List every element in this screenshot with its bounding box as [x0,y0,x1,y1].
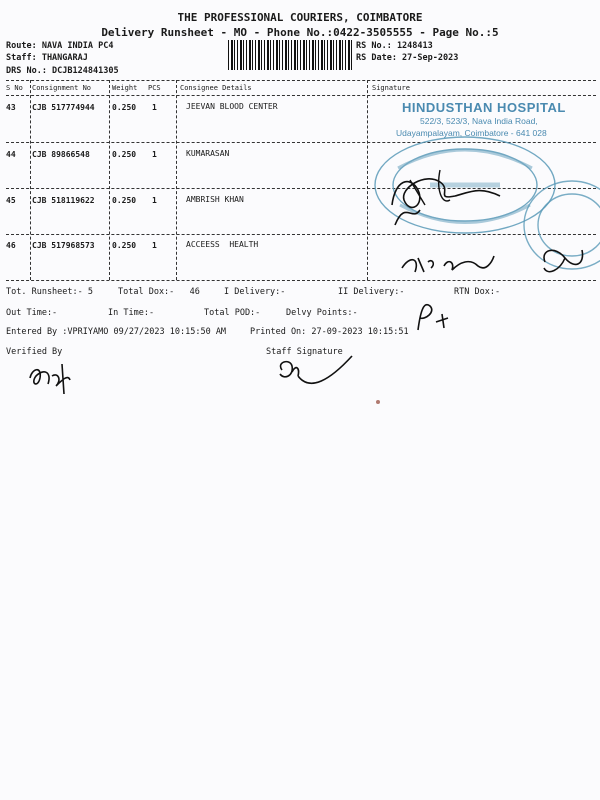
col-consignee: Consignee Details [180,84,252,92]
ii-delivery: II Delivery:- [338,287,405,297]
row-pcs: 1 [152,241,157,250]
drs-label: DRS No.: DCJB124841305 [6,66,119,76]
row-consignment: CJB 517968573 [32,241,95,250]
verified-by-label: Verified By [6,347,63,357]
rs-number: RS No.: 1248413 [356,41,433,51]
out-time: Out Time:- [6,308,58,318]
row-sno: 43 [6,103,16,112]
row-pcs: 1 [152,150,157,159]
staff-signature-label: Staff Signature [266,347,343,357]
stamp-hospital-name: HINDUSTHAN HOSPITAL [402,100,566,115]
rs-date: RS Date: 27-Sep-2023 [356,53,459,63]
row-consignee: AMBRISH KHAN [186,195,244,204]
row-pcs: 1 [152,103,157,112]
row-consignment: CJB 517774944 [32,103,95,112]
printed-on: Printed On: 27-09-2023 10:15:51 [250,327,409,337]
row-weight: 0.250 [112,196,137,205]
col-weight: Weight [112,84,138,92]
row-sno: 46 [6,241,16,250]
i-delivery: I Delivery:- [224,287,286,297]
total-dox: Total Dox:- 46 [118,287,200,297]
in-time: In Time:- [108,308,155,318]
stamp-address-line2: Udayampalayam, Coimbatore - 641 028 [396,128,547,138]
company-title: THE PROFESSIONAL COURIERS, COIMBATORE [177,11,423,24]
verified-by-signature [30,364,70,394]
row-pcs: 1 [152,196,157,205]
staff-signature-mark [280,356,352,383]
delvy-points: Delvy Points:- [286,308,358,318]
signature-delvy [418,305,448,330]
tot-runsheet: Tot. Runsheet:- 5 [6,287,93,297]
route-label: Route: NAVA INDIA PC4 [6,41,114,51]
row-weight: 0.250 [112,241,137,250]
signature-row46 [402,256,494,272]
col-sno: S No [6,84,23,92]
col-pcs: PCS [148,84,161,92]
row-sno: 44 [6,150,16,159]
entered-by: Entered By :VPRIYAMO 09/27/2023 10:15:50 AM [6,327,227,337]
row-sno: 45 [6,196,16,205]
row-consignee: ACCEESS HEALTH [186,240,259,249]
row-weight: 0.250 [112,150,137,159]
total-pod: Total POD:- [204,308,261,318]
rtn-dox: RTN Dox:- [454,287,501,297]
row-consignment: CJB 89866548 [32,150,90,159]
col-signature: Signature [372,84,410,92]
row-consignee: KUMARASAN [186,149,230,158]
row-weight: 0.250 [112,103,137,112]
row-consignment: CJB 518119622 [32,196,95,205]
col-consignment: Consignment No [32,84,92,92]
staff-label: Staff: THANGARAJ [6,53,88,63]
ink-speck [376,400,380,404]
row-consignee: JEEVAN BLOOD CENTER [186,102,278,111]
stamp-address-line1: 522/3, 523/3, Nava India Road, [420,116,538,126]
runsheet-title: Delivery Runsheet - MO - Phone No.:0422-3505555 - Page No.:5 [101,26,499,39]
college-seal-stamp [375,137,555,233]
